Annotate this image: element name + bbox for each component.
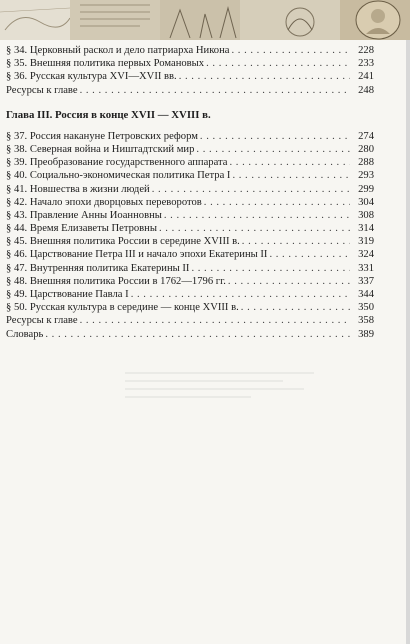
toc-entry-page: 389 <box>358 328 374 340</box>
toc-entry-title: Словарь <box>6 328 44 340</box>
toc-entry-title: § 45. Внешняя политика России в середине XVIII в. <box>6 236 240 248</box>
dot-leader <box>179 70 350 83</box>
toc-entry-page: 308 <box>358 209 374 221</box>
toc-entry <box>6 196 374 209</box>
dot-leader <box>200 130 350 143</box>
toc-entry-page: 299 <box>358 183 374 195</box>
toc-section-top <box>6 44 374 97</box>
toc-entry-page: 324 <box>358 249 374 261</box>
toc-entry-title: § 47. Внутренняя политика Екатерины II <box>6 262 190 274</box>
toc-entry <box>6 183 374 196</box>
table-of-contents <box>6 44 374 341</box>
toc-entry-title: Ресурсы к главе <box>6 315 78 327</box>
toc-entry-title: § 44. Время Елизаветы Петровны <box>6 223 157 235</box>
header-banner-illustration <box>0 0 410 40</box>
toc-entry-page: 314 <box>358 223 374 235</box>
dot-leader <box>80 314 350 327</box>
toc-entry <box>6 70 374 83</box>
toc-entry <box>6 288 374 301</box>
toc-entry <box>6 235 374 248</box>
toc-entry-page: 274 <box>358 130 374 142</box>
engraving-collage-icon <box>0 0 410 40</box>
toc-entry <box>6 248 374 261</box>
toc-entry <box>6 314 374 327</box>
toc-entry-title: § 36. Русская культура XVI—XVII вв. <box>6 71 177 83</box>
dot-leader <box>232 169 350 182</box>
toc-entry-page: 233 <box>358 58 374 70</box>
toc-entry-title: § 50. Русская культура в середине — конце XVIII в. <box>6 302 239 314</box>
page-edge <box>406 40 410 644</box>
toc-entry-page: 293 <box>358 170 374 182</box>
toc-entry-page: 304 <box>358 196 374 208</box>
toc-entry-title: Ресурсы к главе <box>6 84 78 96</box>
toc-entry-page: 350 <box>358 302 374 314</box>
toc-entry <box>6 328 374 341</box>
toc-entry-page: 241 <box>358 71 374 83</box>
dot-leader <box>152 183 350 196</box>
toc-entry-title: § 41. Новшества в жизни людей <box>6 183 150 195</box>
toc-entry <box>6 275 374 288</box>
dot-leader <box>159 222 350 235</box>
toc-entry <box>6 156 374 169</box>
toc-entry-page: 288 <box>358 157 374 169</box>
toc-entry-title: § 38. Северная война и Ништадтский мир <box>6 143 195 155</box>
toc-entry-page: 228 <box>358 45 374 56</box>
toc-entry-title: § 40. Социально-экономическая политика Петра I <box>6 170 231 182</box>
toc-entry-page: 280 <box>358 143 374 155</box>
toc-entry <box>6 209 374 222</box>
toc-entry-title: § 37. Россия накануне Петровских реформ <box>6 130 198 142</box>
toc-entry <box>6 143 374 156</box>
bleed-through-text <box>125 372 335 422</box>
toc-entry-page: 344 <box>358 289 374 300</box>
dot-leader <box>230 156 351 169</box>
toc-entry-page: 358 <box>358 315 374 327</box>
toc-entry-page: 337 <box>358 275 374 287</box>
toc-entry <box>6 84 374 97</box>
dot-leader <box>242 235 350 248</box>
dot-leader <box>164 209 350 222</box>
dot-leader <box>196 143 350 156</box>
chapter-heading: Глава III. Россия в конце XVII — XVIII в. <box>6 108 211 121</box>
toc-entry-title: § 42. Начало эпохи дворцовых переворотов <box>6 196 202 208</box>
dot-leader <box>231 44 350 57</box>
dot-leader <box>269 248 350 261</box>
toc-entry <box>6 301 374 314</box>
toc-entry-page: 248 <box>358 84 374 96</box>
toc-entry-title: § 35. Внешняя политика первых Романовых <box>6 58 205 70</box>
toc-section-chapter-3 <box>6 130 374 341</box>
dot-leader <box>204 196 350 209</box>
toc-entry <box>6 262 374 275</box>
toc-entry <box>6 169 374 182</box>
dot-leader <box>241 301 350 314</box>
dot-leader <box>206 57 350 70</box>
toc-entry-page: 331 <box>358 262 374 274</box>
dot-leader <box>45 328 350 341</box>
toc-entry-title: § 49. Царствование Павла I <box>6 289 129 300</box>
toc-entry <box>6 222 374 235</box>
dot-leader <box>131 288 350 301</box>
dot-leader <box>80 84 350 97</box>
toc-entry-title: § 46. Царствование Петра III и начало эпохи Екатерины II <box>6 249 268 261</box>
toc-entry-title: § 34. Церковный раскол и дело патриарха Никона <box>6 45 230 56</box>
dot-leader <box>228 275 350 288</box>
toc-entry <box>6 57 374 70</box>
toc-entry <box>6 130 374 143</box>
toc-entry <box>6 44 374 57</box>
toc-entry-page: 319 <box>358 236 374 248</box>
toc-entry-title: § 39. Преобразование государственного аппарата <box>6 157 228 169</box>
dot-leader <box>191 262 350 275</box>
toc-entry-title: § 48. Внешняя политика России в 1762—1796 гг. <box>6 275 226 287</box>
toc-entry-title: § 43. Правление Анны Иоанновны <box>6 209 162 221</box>
